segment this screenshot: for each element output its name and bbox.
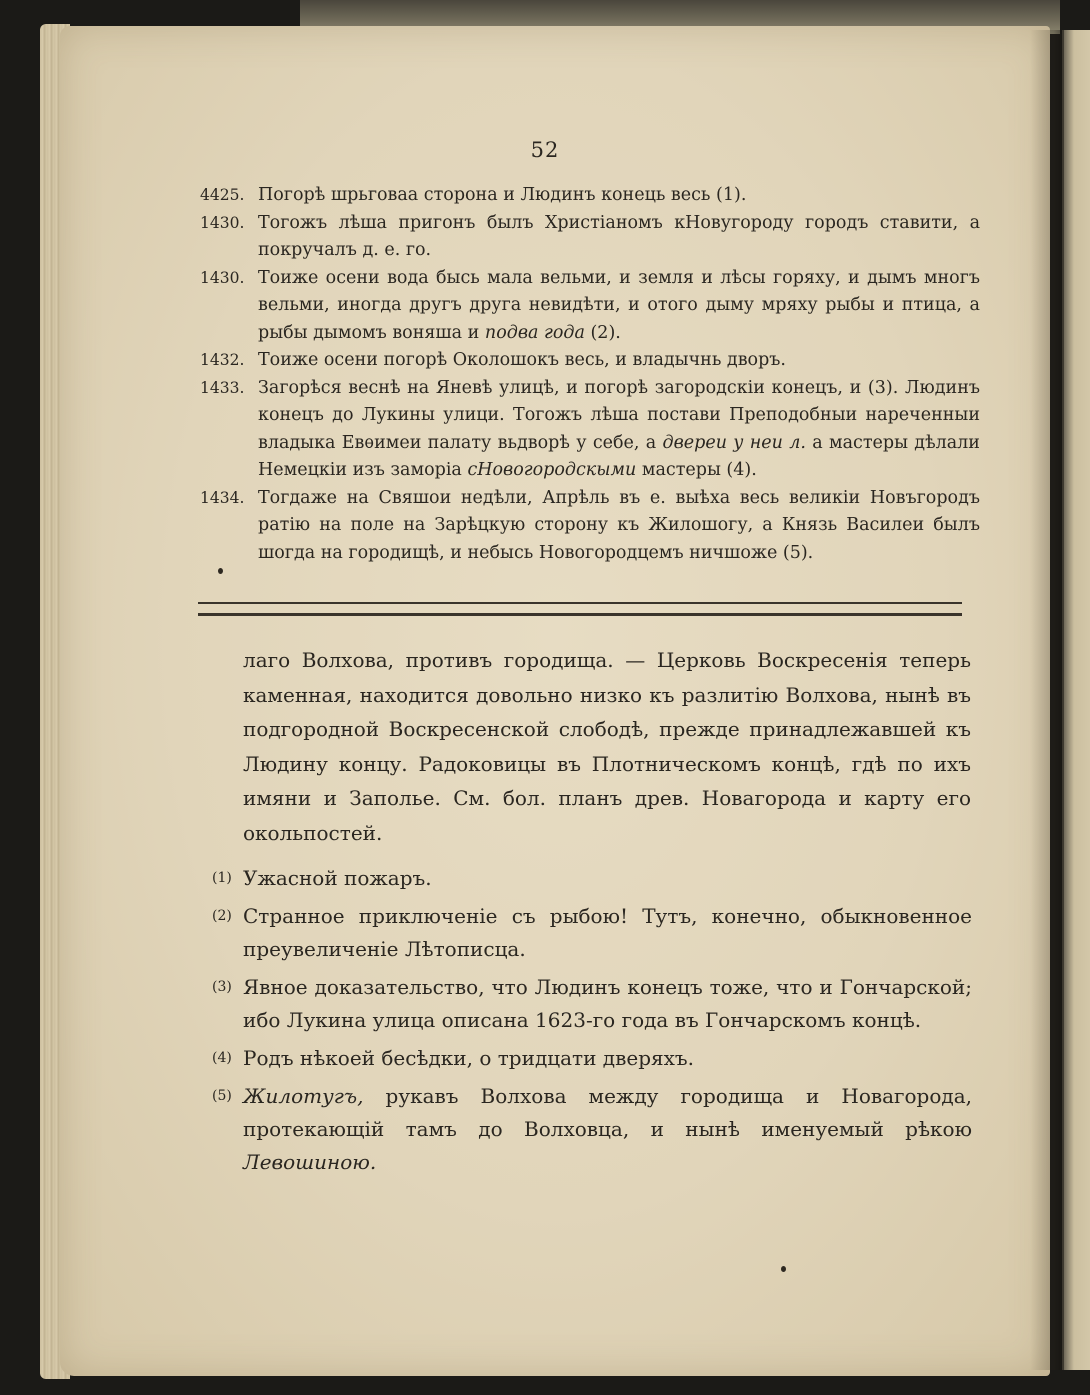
- footnote-text: Странное приключеніе съ рыбою! Тутъ, конечно, обыкновенное преувеличеніе Лѣтописца.: [243, 904, 972, 961]
- entry-year: 1433.: [200, 378, 245, 397]
- footnote: [212, 900, 972, 966]
- entry-text-tail: (2).: [590, 322, 621, 343]
- footnote-text: Явное доказательство, что Людинъ конецъ тоже, что и Гончарской; ибо Лукина улица описана 1623-го года въ Гончарскомъ концѣ.: [243, 975, 972, 1032]
- chronicle-entry: [200, 265, 980, 348]
- chronicle-entry: [200, 182, 980, 210]
- entry-text-italic: подва года: [484, 322, 585, 343]
- footnote-mark: (4): [212, 1050, 232, 1066]
- chronicle-entry: [200, 210, 980, 265]
- facing-page-edge: [1062, 30, 1090, 1370]
- chronicle-entry: [200, 485, 980, 568]
- entry-text: [258, 375, 980, 485]
- chronicle-entry: [200, 347, 980, 375]
- footnote-mark: (3): [212, 979, 232, 995]
- entry-year: 1430.: [200, 268, 245, 287]
- footnote-text: [243, 1080, 972, 1179]
- entry-year: 1430.: [200, 213, 245, 232]
- footnote-text: Ужасной пожаръ.: [243, 866, 432, 890]
- chronicle-text: [200, 182, 980, 567]
- entry-text: Погорѣ шрьговаа сторона и Людинъ конець весь (1).: [258, 185, 747, 205]
- ink-speck: [781, 1266, 786, 1272]
- footnote: [212, 971, 972, 1037]
- entry-text-tail: а мастеры дѣлали Немецкіи изъ заморіа: [258, 432, 980, 480]
- footnote: [212, 1080, 972, 1179]
- entry-year: 1432.: [200, 351, 245, 369]
- entry-text: Тогожъ лѣша пригонъ былъ Христіаномъ кНовугороду городъ ставити, а покручалъ д. е. го.: [258, 212, 980, 260]
- entry-text: Тоиже осени погорѣ Околошокъ весь, и владычнь дворъ.: [258, 350, 786, 370]
- ink-speck: [218, 568, 223, 574]
- chronicle-entry: [200, 375, 980, 485]
- footnote-mark: (5): [212, 1088, 232, 1104]
- entry-text-italic: сНовогородскыми: [467, 460, 637, 480]
- double-rule-divider: [198, 602, 962, 616]
- entry-year: 4425.: [200, 186, 245, 204]
- footnote: [212, 1042, 972, 1075]
- footnote-mark: (2): [212, 908, 232, 924]
- entry-text-main: Загорѣся веснѣ на Яневѣ улицѣ, и погорѣ загородскіи конецъ, и (3). Людинъ конецъ до Лукины улици. Тогожъ лѣша постави Преподобныи нареченныи владыка Евѳимеи палату вьдворѣ у себе, а: [258, 377, 980, 453]
- gutter-shadow: [1030, 30, 1064, 1370]
- entry-text: [258, 265, 980, 348]
- entry-year: 1434.: [200, 488, 245, 507]
- entry-text-italic: двереи у неи л.: [662, 432, 806, 453]
- entry-text-main: Тоиже осени вода бысь мала вельми, и земля и лѣсы горяху, и дымъ многъ вельми, иногда другъ друга невидѣти, и отого дыму мряху рыбы и птица, а рыбы дымомъ воняша и: [258, 267, 980, 343]
- footnotes: [212, 862, 972, 1184]
- footnote-text-main: рукавъ Волхова между городища и Новагорода, протекающій тамъ до Волховца, и нынѣ именуемый рѣкою: [243, 1084, 972, 1141]
- commentary-text: лаго Волхова, противъ городища. — Церковь Воскресенія теперь каменная, находится довольно низко къ разлитію Волхова, нынѣ въ подгородной Воскресенской слободѣ, прежде принадлежавшей къ Людину концу. Радоковицы въ Плотническомъ концѣ, гдѣ по ихъ имяни и Заполье. См. бол. планъ древ. Новагорода и карту его окольпостей.: [243, 648, 971, 845]
- page-number: 52: [530, 138, 560, 162]
- footnote: [212, 862, 972, 895]
- footnote-text: Родъ нѣкоей бесѣдки, о тридцати дверяхъ.: [243, 1046, 694, 1070]
- footnote-italic: Жилотугъ,: [243, 1084, 364, 1108]
- footnote-mark: (1): [212, 870, 232, 886]
- entry-text-tail: мастеры (4).: [641, 460, 757, 480]
- footnote-italic: Левошиною.: [243, 1150, 377, 1174]
- entry-text: Тогдаже на Свяшои недѣли, Апрѣль въ е. выѣха весь великіи Новъгородъ ратію на поле на Зарѣцкую сторону къ Жилошогу, а Князь Василеи былъ шогда на городищѣ, и небысь Новогородцемъ ничшоже (5).: [258, 487, 980, 563]
